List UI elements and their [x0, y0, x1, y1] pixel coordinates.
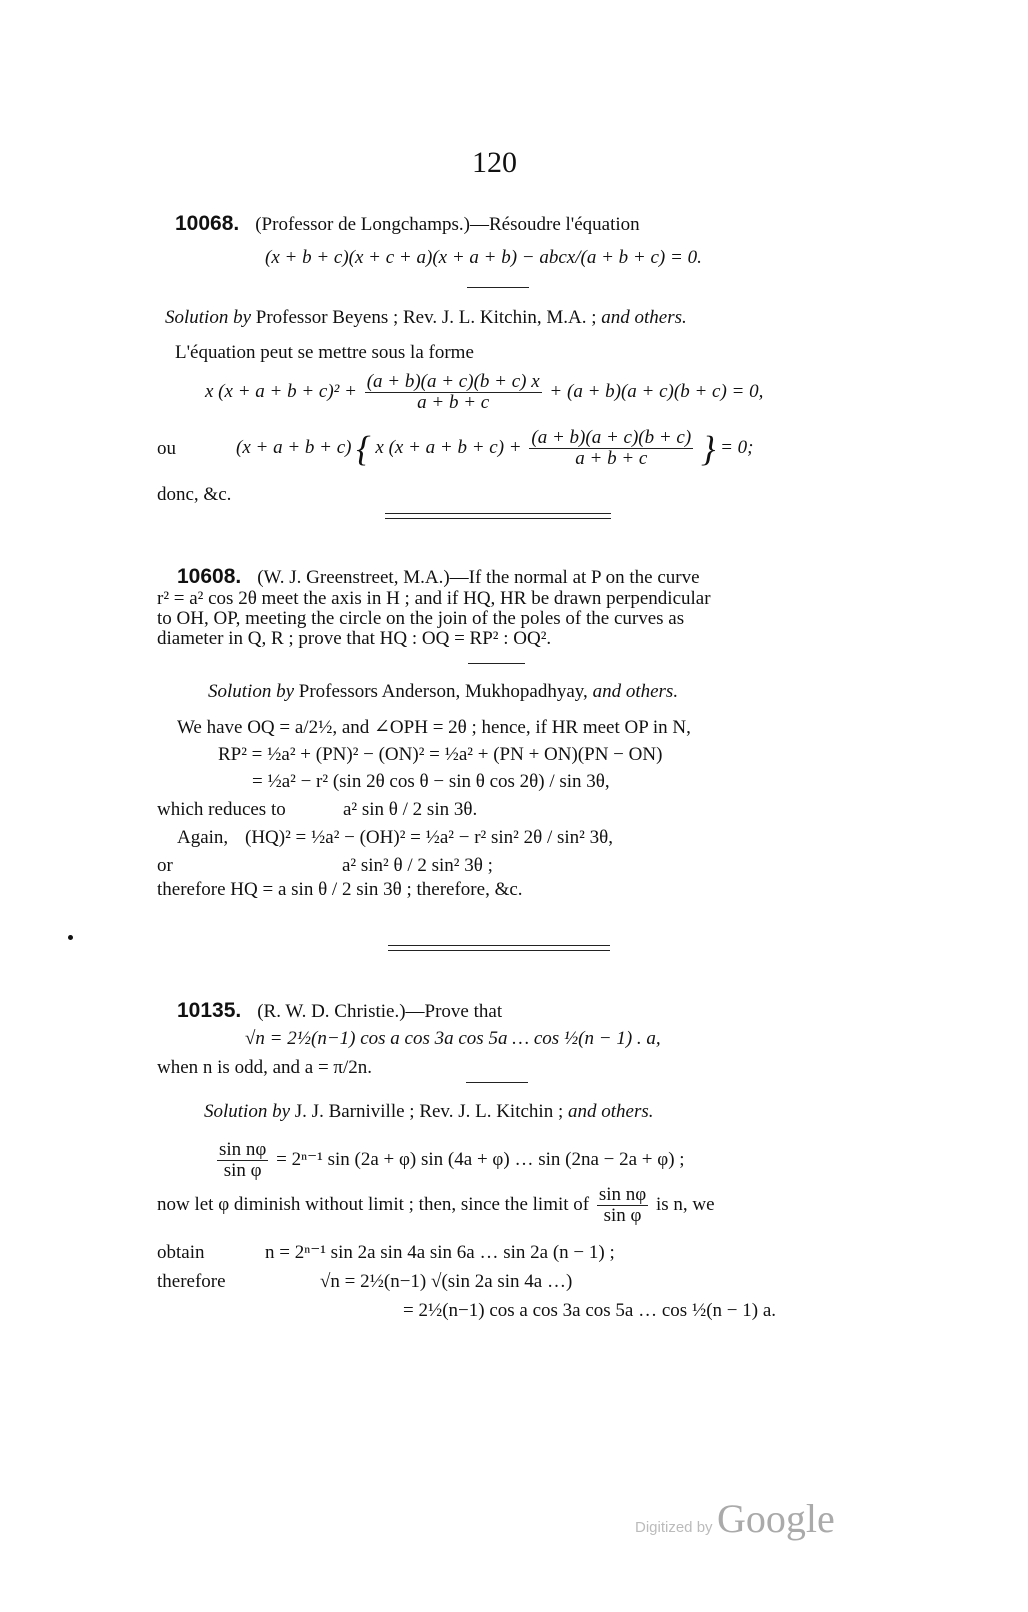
- denominator: sin φ: [223, 1160, 262, 1181]
- eq-left: x (x + a + b + c)² +: [205, 380, 357, 402]
- numerator: (a + b)(a + c)(b + c) x: [366, 371, 540, 392]
- fraction: [529, 428, 693, 469]
- solution-line: a² sin θ / 2 sin 3θ.: [343, 799, 478, 820]
- fraction: [365, 372, 542, 413]
- divider: [466, 1082, 528, 1083]
- fraction: [597, 1185, 648, 1226]
- therefore-label: therefore: [157, 1271, 226, 1292]
- question-number: 10608.: [177, 565, 242, 588]
- eq-right: = 2ⁿ⁻¹ sin (2a + φ) sin (4a + φ) … sin (2na − 2a + φ) ;: [276, 1148, 685, 1170]
- question-number: 10135.: [177, 999, 242, 1022]
- intro: L'équation peut se mettre sous la forme: [175, 342, 474, 363]
- solvers: Professors Anderson, Mukhopadhyay,: [298, 681, 588, 702]
- fraction: [217, 1140, 268, 1181]
- solution-line: = ½a² − r² (sin 2θ cos θ − sin θ cos 2θ) / sin 3θ,: [252, 771, 610, 792]
- solution-line: therefore HQ = a sin θ / 2 sin 3θ ; therefore, &c.: [157, 879, 523, 900]
- question-text: (W. J. Greenstreet, M.A.)—If the normal at P on the curve: [257, 567, 700, 588]
- now-let-text: now let φ diminish without limit ; then, since the limit of: [157, 1193, 590, 1215]
- solution-credit: [165, 307, 687, 329]
- solution-line: RP² = ½a² + (PN)² − (ON)² = ½a² + (PN + ON)(PN − ON): [218, 744, 663, 765]
- watermark-brand: Google: [717, 1496, 835, 1541]
- question-text: (Professor de Longchamps.)—Résoudre l'équation: [255, 214, 640, 235]
- equation: √n = 2½(n−1) cos a cos 3a cos 5a … cos ½(n − 1) . a,: [245, 1028, 661, 1049]
- denominator: a + b + c: [575, 448, 648, 469]
- denominator: sin φ: [603, 1205, 642, 1226]
- equation: n = 2ⁿ⁻¹ sin 2a sin 4a sin 6a … sin 2a (n − 1) ;: [265, 1242, 615, 1263]
- solution-line: Again,: [177, 827, 229, 848]
- equation: = 2½(n−1) cos a cos 3a cos 5a … cos ½(n − 1) a.: [403, 1300, 776, 1321]
- eq-inner: x (x + a + b + c) +: [375, 436, 522, 458]
- question-number: 10068.: [175, 212, 240, 235]
- is-n-text: is n, we: [656, 1193, 715, 1215]
- solution-credit: [204, 1101, 653, 1123]
- double-divider: [385, 513, 611, 514]
- solution-line: We have OQ = a/2½, and ∠OPH = 2θ ; hence, if HR meet OP in N,: [177, 717, 691, 738]
- equation: (x + b + c)(x + c + a)(x + a + b) − abcx/(a + b + c) = 0.: [265, 247, 702, 268]
- obtain-label: obtain: [157, 1242, 205, 1263]
- condition: when n is odd, and a = π/2n.: [157, 1057, 373, 1078]
- solvers: J. J. Barniville ; Rev. J. L. Kitchin ;: [294, 1101, 564, 1122]
- solution-line: (HQ)² = ½a² − (OH)² = ½a² − r² sin² 2θ / sin² 3θ,: [245, 827, 613, 848]
- ou-label: ou: [157, 438, 176, 459]
- solution-line: a² sin² θ / 2 sin² 3θ ;: [342, 855, 493, 876]
- question-10068-header: [175, 213, 640, 236]
- question-10608-line: [177, 566, 700, 589]
- solution-line: which reduces to: [157, 799, 286, 820]
- eq-right: = 0;: [720, 436, 754, 458]
- solution-line: or: [157, 855, 173, 876]
- solution-credit: [208, 681, 678, 703]
- question-10135-header: [177, 1000, 502, 1023]
- numerator: sin nφ: [219, 1139, 267, 1160]
- and-others: and others.: [592, 681, 679, 702]
- eq-right: + (a + b)(a + c)(b + c) = 0,: [549, 380, 764, 402]
- double-divider: [388, 950, 610, 951]
- scan-speck: [68, 935, 73, 940]
- solution-by-label: Solution by: [165, 307, 252, 328]
- divider: [468, 663, 525, 664]
- equation: √n = 2½(n−1) √(sin 2a sin 4a …): [320, 1271, 573, 1292]
- text-line: [157, 1185, 715, 1226]
- denominator: a + b + c: [417, 392, 490, 413]
- solution-by-label: Solution by: [204, 1101, 291, 1122]
- google-watermark: [635, 1495, 835, 1542]
- numerator: (a + b)(a + c)(b + c): [531, 427, 692, 448]
- question-text: r² = a² cos 2θ meet the axis in H ; and if HQ, HR be drawn perpendicular: [157, 588, 711, 609]
- question-text: to OH, OP, meeting the circle on the join of the poles of the curves as: [157, 608, 685, 629]
- watermark-prefix: Digitized by: [635, 1519, 713, 1536]
- double-divider: [385, 518, 611, 519]
- double-divider: [388, 945, 610, 946]
- eq-left: (x + a + b + c): [236, 436, 352, 458]
- and-others: and others.: [601, 307, 687, 328]
- divider: [467, 287, 529, 288]
- equation: [214, 1140, 685, 1181]
- donc: donc, &c.: [157, 484, 232, 505]
- solvers: Professor Beyens ; Rev. J. L. Kitchin, M.A. ;: [255, 307, 597, 328]
- equation: [205, 372, 763, 413]
- numerator: sin nφ: [598, 1184, 647, 1205]
- question-text: diameter in Q, R ; prove that HQ : OQ = RP² : OQ².: [157, 628, 552, 649]
- solution-by-label: Solution by: [208, 681, 295, 702]
- question-text: (R. W. D. Christie.)—Prove that: [257, 1001, 503, 1022]
- page-number: 120: [472, 146, 517, 179]
- and-others: and others.: [567, 1101, 654, 1122]
- equation: (x + a + b + c) { x (x + a + b + c) + $\frac{(a + b)(a + c)(b + c)}{a + b + c}$ } = 0;: [236, 427, 754, 469]
